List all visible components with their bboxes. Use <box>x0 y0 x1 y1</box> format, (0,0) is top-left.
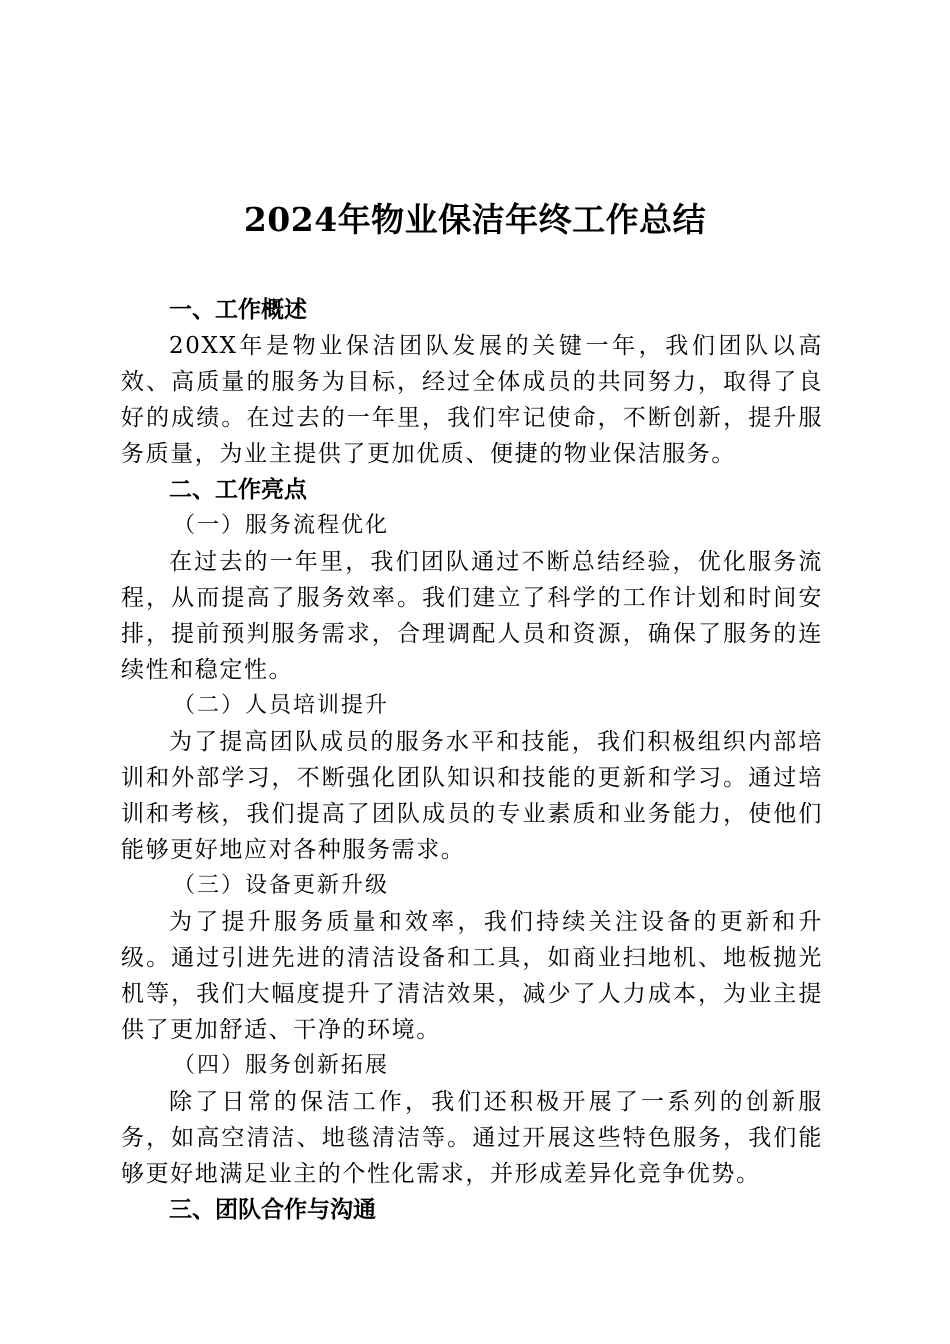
subheading-equipment-upgrade: （三）设备更新升级 <box>173 873 390 898</box>
paragraph-staff-training: 为了提高团队成员的服务水平和技能，我们积极组织内部培训和外部学习，不断强化团队知识和技能的更新和学习。通过培训和考核，我们提高了团队成员的专业素质和业务能力，使他们能够更好地应对各种服务需求。 <box>121 729 823 863</box>
paragraph-process-optimization: 在过去的一年里，我们团队通过不断总结经验，优化服务流程，从而提高了服务效率。我们建立了科学的工作计划和时间安排，提前预判服务需求，合理调配人员和资源，确保了服务的连续性和稳定性。 <box>121 549 823 683</box>
document-title: 2024年物业保洁年终工作总结 <box>243 200 707 239</box>
paragraph-equipment-upgrade: 为了提升服务质量和效率，我们持续关注设备的更新和升级。通过引进先进的清洁设备和工具，如商业扫地机、地板抛光机等，我们大幅度提升了清洁效果，减少了人力成本，为业主提供了更加舒适、干净的环境。 <box>121 909 823 1043</box>
section-heading-highlights: 二、工作亮点 <box>169 476 307 503</box>
section-heading-overview: 一、工作概述 <box>169 296 307 323</box>
paragraph-service-innovation: 除了日常的保洁工作，我们还积极开展了一系列的创新服务，如高空清洁、地毯清洁等。通过开展这些特色服务，我们能够更好地满足业主的个性化需求，并形成差异化竞争优势。 <box>121 1089 823 1187</box>
paragraph-overview: 20XX年是物业保洁团队发展的关键一年，我们团队以高效、高质量的服务为目标，经过全体成员的共同努力，取得了良好的成绩。在过去的一年里，我们牢记使命，不断创新，提升服务质量，为业主提供了更加优质、便捷的物业保洁服务。 <box>121 333 823 467</box>
subheading-process-optimization: （一）服务流程优化 <box>173 513 390 538</box>
section-heading-teamwork: 三、团队合作与沟通 <box>169 1196 376 1223</box>
subheading-staff-training: （二）人员培训提升 <box>173 693 390 718</box>
document-body <box>121 292 823 1228</box>
subheading-service-innovation: （四）服务创新拓展 <box>173 1053 390 1078</box>
